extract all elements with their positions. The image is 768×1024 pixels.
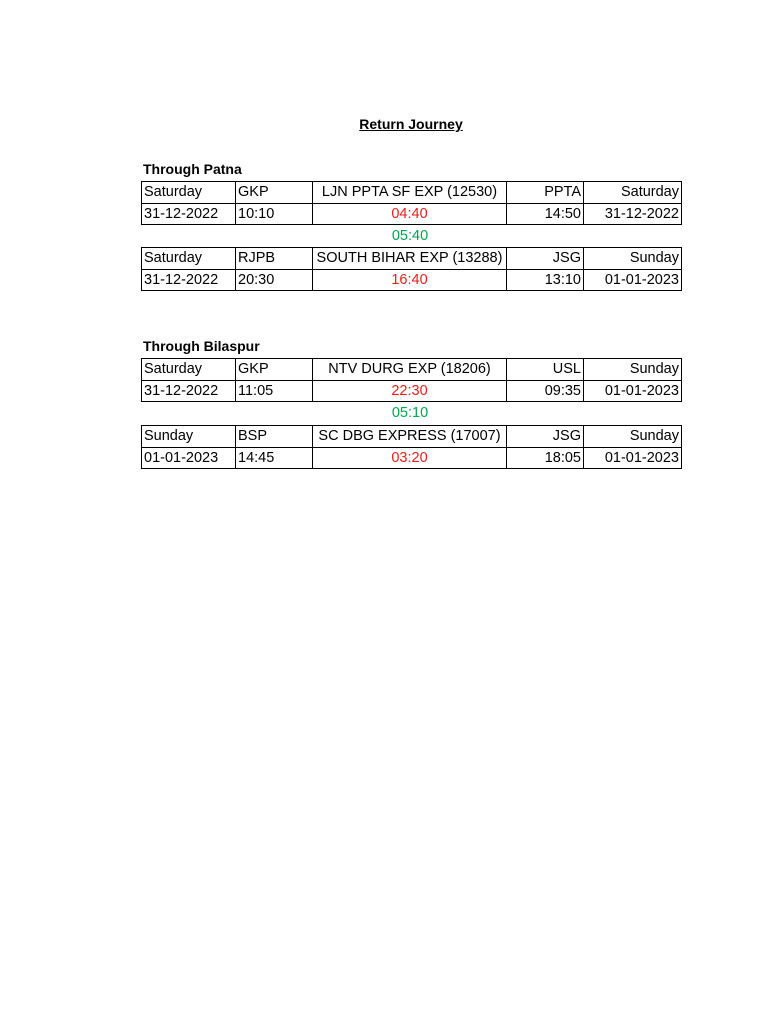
arrival-time: 18:05 — [507, 447, 584, 469]
arrival-date: 01-01-2023 — [584, 380, 682, 402]
departure-time: 20:30 — [236, 269, 313, 291]
arrival-date: 31-12-2022 — [584, 203, 682, 225]
travel-duration: 16:40 — [313, 269, 507, 291]
train-name: SOUTH BIHAR EXP (13288) — [313, 248, 507, 270]
arrival-day: Sunday — [584, 359, 682, 381]
travel-duration: 03:20 — [313, 447, 507, 469]
connection-wait-time: 05:10 — [391, 405, 429, 421]
departure-station: GKP — [236, 182, 313, 204]
connection-wait-time: 05:40 — [391, 228, 429, 244]
train-name: SC DBG EXPRESS (17007) — [313, 426, 507, 448]
arrival-station: PPTA — [507, 182, 584, 204]
table-row — [142, 182, 682, 204]
table-row — [142, 426, 682, 448]
train-name: LJN PPTA SF EXP (12530) — [313, 182, 507, 204]
table-row — [142, 359, 682, 381]
departure-time: 11:05 — [236, 380, 313, 402]
departure-station: RJPB — [236, 248, 313, 270]
departure-time: 10:10 — [236, 203, 313, 225]
table-row — [142, 248, 682, 270]
train-leg-table — [141, 247, 682, 291]
departure-day: Saturday — [142, 248, 236, 270]
arrival-day: Sunday — [584, 426, 682, 448]
departure-time: 14:45 — [236, 447, 313, 469]
arrival-date: 01-01-2023 — [584, 269, 682, 291]
arrival-station: USL — [507, 359, 584, 381]
departure-day: Saturday — [142, 359, 236, 381]
arrival-station: JSG — [507, 248, 584, 270]
arrival-time: 14:50 — [507, 203, 584, 225]
departure-date: 31-12-2022 — [142, 380, 236, 402]
arrival-day: Saturday — [584, 182, 682, 204]
arrival-date: 01-01-2023 — [584, 447, 682, 469]
train-leg-table — [141, 425, 682, 469]
page-title: Return Journey — [359, 116, 463, 132]
departure-station: GKP — [236, 359, 313, 381]
departure-station: BSP — [236, 426, 313, 448]
section-heading-patna: Through Patna — [143, 161, 242, 177]
arrival-time: 09:35 — [507, 380, 584, 402]
departure-date: 31-12-2022 — [142, 203, 236, 225]
table-row — [142, 447, 682, 469]
train-leg-table — [141, 181, 682, 225]
table-row — [142, 380, 682, 402]
arrival-day: Sunday — [584, 248, 682, 270]
table-row — [142, 203, 682, 225]
train-leg-table — [141, 358, 682, 402]
travel-duration: 04:40 — [313, 203, 507, 225]
departure-date: 31-12-2022 — [142, 269, 236, 291]
section-heading-bilaspur: Through Bilaspur — [143, 338, 260, 354]
departure-day: Sunday — [142, 426, 236, 448]
table-row — [142, 269, 682, 291]
train-name: NTV DURG EXP (18206) — [313, 359, 507, 381]
departure-day: Saturday — [142, 182, 236, 204]
departure-date: 01-01-2023 — [142, 447, 236, 469]
arrival-station: JSG — [507, 426, 584, 448]
travel-duration: 22:30 — [313, 380, 507, 402]
arrival-time: 13:10 — [507, 269, 584, 291]
